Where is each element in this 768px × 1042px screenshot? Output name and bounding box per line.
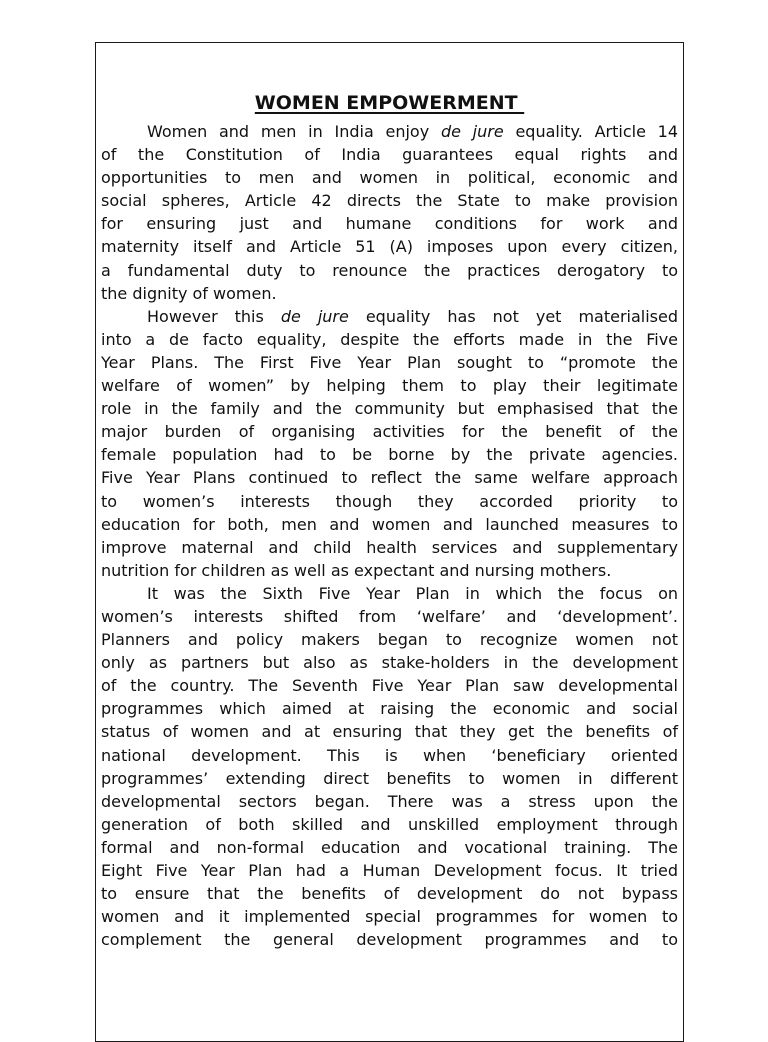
italic-term: de jure xyxy=(280,306,349,326)
text-run: to women’s interests though they accorded priority to xyxy=(101,491,678,511)
text-run: female population had to be borne by the private agencies. xyxy=(101,445,678,465)
text-run: women’s interests shifted from ‘welfare’ and ‘development’. xyxy=(101,606,678,626)
text-run: of the Constitution of India guarantees equal rights and xyxy=(101,145,678,165)
text-run: social spheres, Article 42 directs the State to make provision xyxy=(101,191,678,211)
text-run: Planners and policy makers began to recognize women not xyxy=(101,630,678,650)
text-run: into a de facto equality, despite the efforts made in the Five xyxy=(101,329,678,349)
text-run: Women and men in India enjoy xyxy=(147,122,441,141)
text-run: maternity itself and Article 51 (A) imposes upon every citizen, xyxy=(101,237,678,257)
text-line xyxy=(101,235,678,258)
paragraph xyxy=(101,305,678,582)
text-run: However this xyxy=(147,306,281,326)
text-line xyxy=(101,212,678,235)
text-line xyxy=(101,443,678,466)
paragraph xyxy=(101,582,678,952)
text-line xyxy=(101,166,678,189)
text-line xyxy=(101,490,678,513)
text-run: improve maternal and child health services and supplementary xyxy=(101,537,678,557)
text-line xyxy=(101,674,678,697)
text-run: national development. This is when ‘beneficiary oriented xyxy=(101,745,678,765)
text-run: generation of both skilled and unskilled employment through xyxy=(101,814,678,834)
text-line xyxy=(101,767,678,790)
text-run: nutrition for children as well as expectant and nursing mothers. xyxy=(101,560,612,580)
text-run: It was the Sixth Five Year Plan in which the focus on xyxy=(147,583,678,603)
text-line xyxy=(101,859,678,882)
text-line xyxy=(101,143,678,166)
text-run: women and it implemented special programmes for women to xyxy=(101,907,678,927)
document-title: WOMEN EMPOWERMENT xyxy=(254,92,525,114)
text-run: role in the family and the community but emphasised that the xyxy=(101,399,678,419)
text-line xyxy=(101,813,678,836)
text-run: of the country. The Seventh Five Year Plan saw developmental xyxy=(101,676,678,696)
text-line xyxy=(101,651,678,674)
text-line xyxy=(101,905,678,928)
text-line xyxy=(101,189,678,212)
paragraph-container xyxy=(101,120,678,951)
text-line xyxy=(101,420,678,443)
text-run: developmental sectors began. There was a stress upon the xyxy=(101,791,678,811)
text-line xyxy=(101,120,678,143)
text-run: welfare of women” by helping them to play their legitimate xyxy=(101,376,678,396)
paragraph xyxy=(101,120,678,305)
text-line xyxy=(101,259,678,282)
text-run: equality has not yet materialised xyxy=(348,306,678,326)
text-run: Eight Five Year Plan had a Human Development focus. It tried xyxy=(101,861,678,880)
text-run: programmes which aimed at raising the economic and social xyxy=(101,699,678,719)
text-line xyxy=(101,928,678,951)
italic-term: de jure xyxy=(440,122,504,141)
text-line xyxy=(101,605,678,628)
text-run: education for both, men and women and launched measures to xyxy=(101,514,678,534)
text-run: formal and non-formal education and vocational training. The xyxy=(101,837,678,857)
text-line xyxy=(101,374,678,397)
text-run: a fundamental duty to renounce the practices derogatory to xyxy=(101,260,678,280)
text-line xyxy=(101,282,678,305)
text-line xyxy=(101,536,678,559)
text-line xyxy=(101,305,678,328)
text-run: major burden of organising activities for the benefit of the xyxy=(101,422,678,442)
text-line xyxy=(101,513,678,536)
text-line xyxy=(101,351,678,374)
text-run: complement the general development programmes and to xyxy=(101,930,678,950)
text-line xyxy=(101,582,678,605)
text-run: Year Plans. The First Five Year Plan sought to “promote the xyxy=(101,352,678,372)
document-body xyxy=(101,90,678,951)
text-run: for ensuring just and humane conditions for work and xyxy=(101,214,678,234)
text-line xyxy=(101,397,678,420)
text-line xyxy=(101,466,678,489)
text-run: Five Year Plans continued to reflect the same welfare approach xyxy=(101,468,678,488)
text-line xyxy=(101,720,678,743)
text-line xyxy=(101,882,678,905)
text-run: status of women and at ensuring that they get the benefits of xyxy=(101,722,678,742)
text-line xyxy=(101,559,678,582)
text-line xyxy=(101,836,678,859)
text-run: the dignity of women. xyxy=(101,283,277,303)
text-line xyxy=(101,744,678,767)
text-line xyxy=(101,328,678,351)
text-line xyxy=(101,697,678,720)
text-line xyxy=(101,790,678,813)
text-run: only as partners but also as stake-holders in the development xyxy=(101,653,678,673)
text-run: to ensure that the benefits of development do not bypass xyxy=(101,884,678,904)
text-line xyxy=(101,628,678,651)
text-run: programmes’ extending direct benefits to women in different xyxy=(101,768,678,788)
text-run: opportunities to men and women in political, economic and xyxy=(101,168,678,188)
text-run: equality. Article 14 xyxy=(503,122,679,141)
